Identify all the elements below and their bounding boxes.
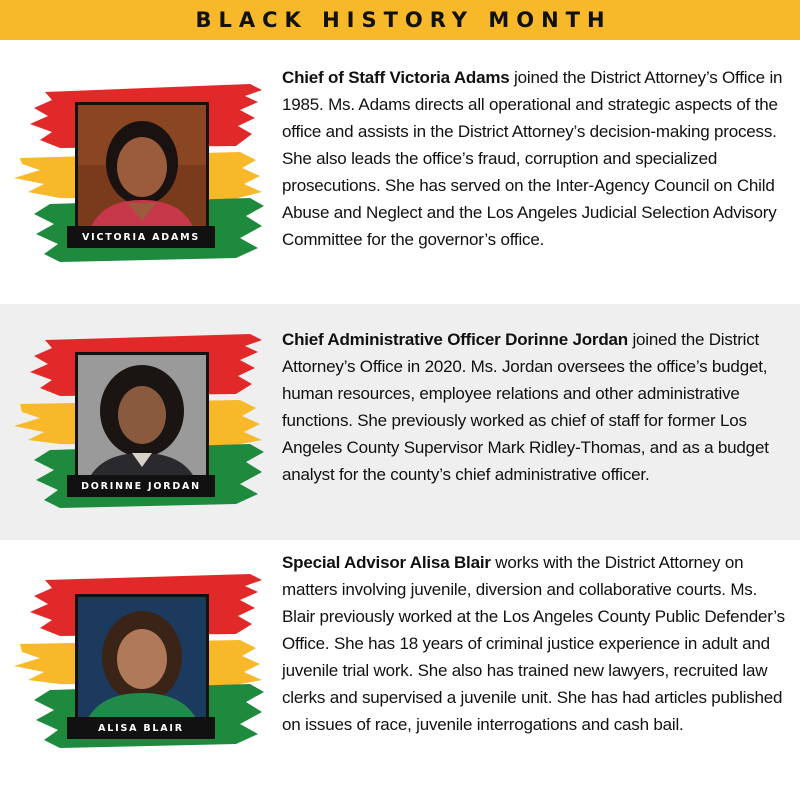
bio-text (282, 549, 787, 738)
bio-text (282, 326, 787, 488)
profile-card (0, 40, 800, 304)
bio-body: joined the District Attorney’s Office in 2020. Ms. Jordan oversees the office’s budget, human resources, employee relations and other administrative functions. She previously worked as chief of staff for former Los Angeles County Supervisor Mark Ridley-Thomas, and as a budget analyst for the county’s chief administrative officer. (282, 330, 769, 484)
bio-lead: Chief of Staff Victoria Adams (282, 68, 510, 87)
bio-text (282, 64, 787, 253)
profile-card (0, 540, 800, 800)
profile-card (0, 304, 800, 540)
portrait-photo (75, 352, 209, 488)
profile-art (0, 304, 280, 540)
profile-art (0, 540, 280, 800)
bio-body: joined the District Attorney’s Office in 1985. Ms. Adams directs all operational and strategic aspects of the office and assists in the District Attorney’s decision-making process. She also leads the office’s fraud, corruption and specialized prosecutions. She has served on the Inter-Agency Council on Child Abuse and Neglect and the Los Angeles Judicial Selection Advisory Committee for the governor’s office. (282, 68, 783, 249)
name-plate: ALISA BLAIR (67, 717, 215, 739)
portrait-photo (75, 594, 209, 730)
bio-lead: Special Advisor Alisa Blair (282, 553, 491, 572)
header-banner (0, 0, 800, 40)
bio-lead: Chief Administrative Officer Dorinne Jordan (282, 330, 628, 349)
name-plate: DORINNE JORDAN (67, 475, 215, 497)
name-plate: VICTORIA ADAMS (67, 226, 215, 248)
portrait-photo (75, 102, 209, 238)
bio-body: works with the District Attorney on matters involving juvenile, diversion and collaborative courts. Ms. Blair previously worked at the Los Angeles County Public Defender’s Office. She has 18 years of criminal justice experience in adult and juvenile trial work. She also has trained new lawyers, recruited law clerks and supervised a juvenile unit. She has had articles published on issues of race, juvenile interrogations and cash bail. (282, 553, 785, 734)
banner-title: BLACK HISTORY MONTH (195, 8, 612, 32)
profile-art (0, 40, 280, 304)
